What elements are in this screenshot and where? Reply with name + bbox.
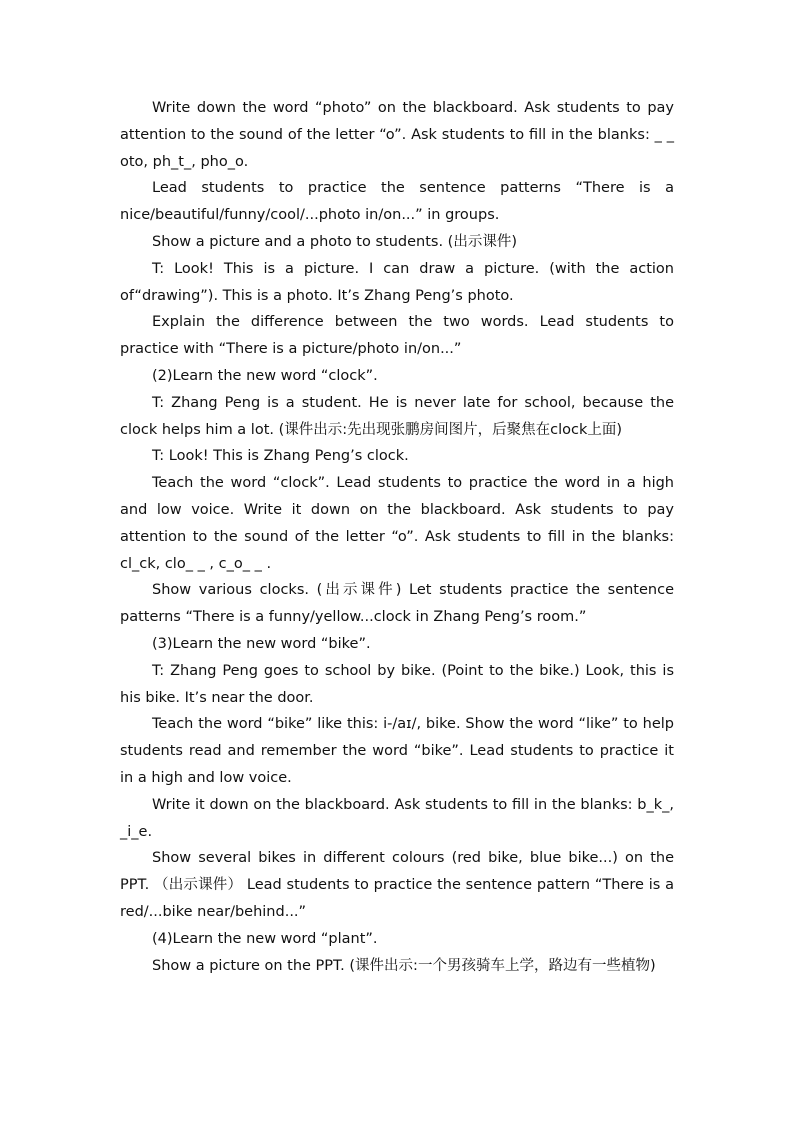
paragraph-show-plant-picture: Show a picture on the PPT. (课件出示:一个男孩骑车上学，路边有一些植物) [152, 957, 656, 974]
paragraph-look-clock: T: Look! This is Zhang Peng’s clock. [152, 448, 409, 465]
paragraph-photo-patterns: Lead students to practice the sentence patterns “There is a nice/beautiful/funny/cool/...photo in/on...” in groups. [120, 180, 674, 224]
paragraph-teach-clock: Teach the word “clock”. Lead students to practice the word in a high and low voice. Write it down on the blackboard. Ask students to pay attention to the sound of the letter “o”. Ask students to fill in the blanks: cl_ck, clo_ _ , c_o_ _ . [120, 475, 674, 572]
paragraph-bike-blanks: Write it down on the blackboard. Ask students to fill in the blanks: b_k_, _i_e. [120, 796, 674, 840]
paragraph-various-clocks: Show various clocks. (出示课件) Let students practice the sentence patterns “There is a funny/yellow...clock in Zhang Peng’s room.” [120, 582, 674, 626]
paragraph-teacher-clock: T: Zhang Peng is a student. He is never late for school, because the clock helps him a lot. (课件出示:先出现张鹏房间图片，后聚焦在clock上面) [120, 394, 674, 438]
lesson-plan-body [120, 95, 674, 979]
paragraph-several-bikes: Show several bikes in different colours (red bike, blue bike...) on the PPT. （出示课件） Lead students to practice the sentence pattern “There is a red/...bike near/behind...” [120, 850, 674, 920]
heading-learn-plant: (4)Learn the new word “plant”. [152, 930, 378, 947]
paragraph-teach-bike: Teach the word “bike” like this: i-/aɪ/, bike. Show the word “like” to help students read and remember the word “bike”. Lead students to practice it in a high and low voice. [120, 716, 674, 786]
heading-learn-clock: (2)Learn the new word “clock”. [152, 367, 378, 384]
paragraph-teacher-picture: T: Look! This is a picture. I can draw a picture. (with the action of“drawing”). This is a photo. It’s Zhang Peng’s photo. [120, 260, 674, 304]
paragraph-explain-difference: Explain the difference between the two words. Lead students to practice with “There is a picture/photo in/on...” [120, 314, 674, 358]
paragraph-show-picture: Show a picture and a photo to students. (出示课件) [152, 233, 517, 250]
paragraph-teacher-bike: T: Zhang Peng goes to school by bike. (Point to the bike.) Look, this is his bike. It’s near the door. [120, 662, 674, 706]
paragraph-photo-blanks: Write down the word “photo” on the blackboard. Ask students to pay attention to the sound of the letter “o”. Ask students to fill in the blanks: _ _ oto, ph_t_, pho_o. [120, 100, 674, 170]
heading-learn-bike: (3)Learn the new word “bike”. [152, 635, 371, 652]
